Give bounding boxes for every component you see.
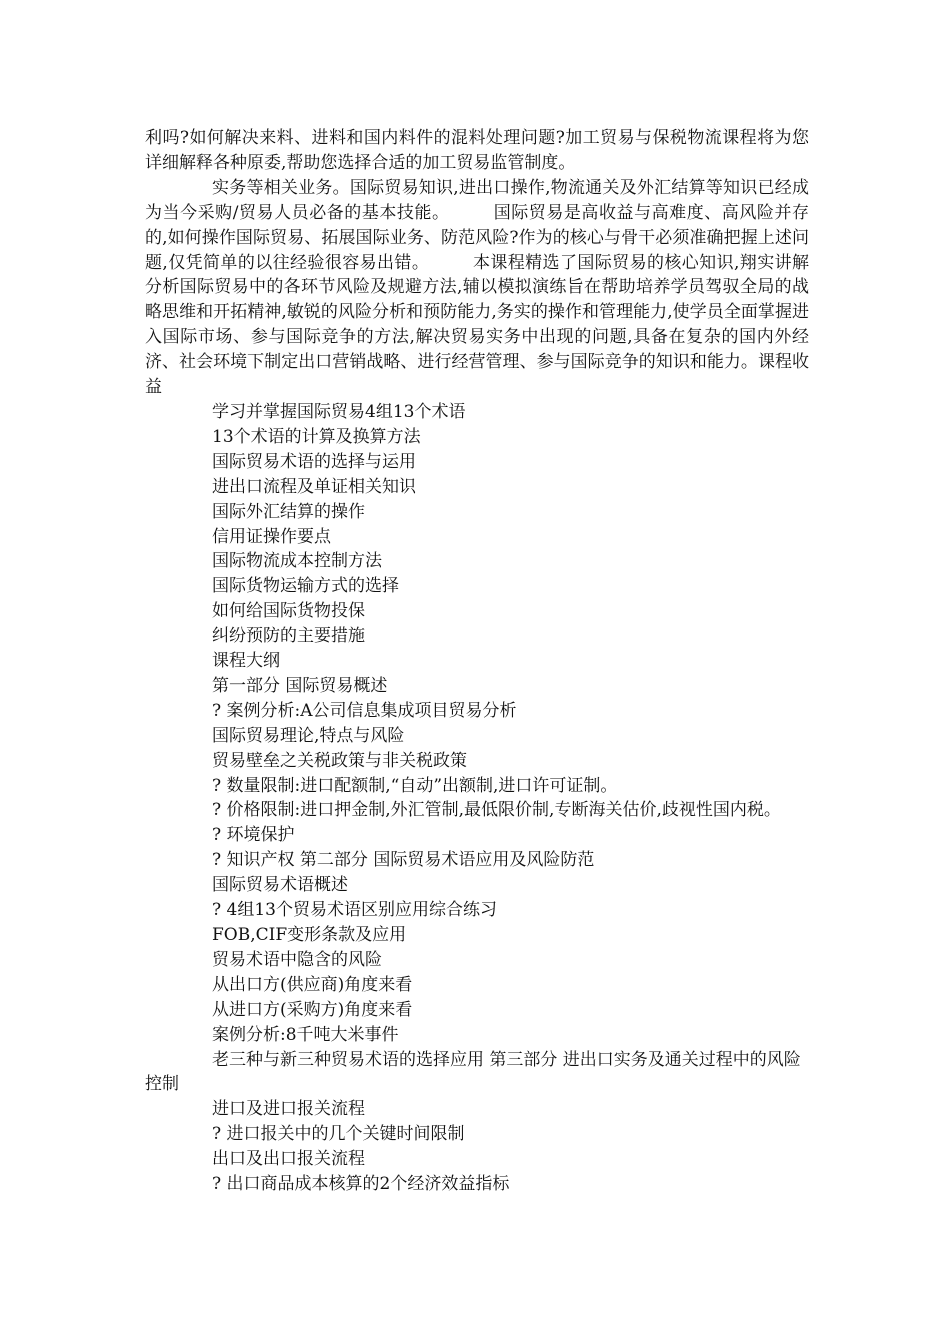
list-item: 从出口方(供应商)角度来看 xyxy=(212,974,413,995)
list-item: 国际贸易术语概述 xyxy=(212,875,348,896)
list-item: ? 环境保护 xyxy=(212,825,295,846)
list-item: 出口及出口报关流程 xyxy=(212,1149,365,1170)
part3-heading-paragraph: 老三种与新三种贸易术语的选择应用 第三部分 进出口实务及通关过程中的风险控制 xyxy=(145,1049,801,1095)
list-item: 国际物流成本控制方法 xyxy=(212,551,382,572)
list-item: 进出口流程及单证相关知识 xyxy=(212,476,416,497)
list-item: 国际货物运输方式的选择 xyxy=(212,576,399,597)
list-item: 如何给国际货物投保 xyxy=(212,601,365,622)
benefits-list xyxy=(145,400,809,649)
intro-paragraph: 实务等相关业务。国际贸易知识,进出口操作,物流通关及外汇结算等知识已经成为当今采购/贸易人员必备的基本技能。 国际贸易是高收益与高难度、高风险并存的,如何操作国际贸易、拓展国际业务、防范风险?作为的核心与骨干必须准确把握上述问题,仅凭简单的以往经验很容易出错。 本课程精选了国际贸易的核心知识,翔实讲解分析国际贸易中的各环节风险及规避方法,辅以模拟演练旨在帮助培养学员驾驭全局的战略思维和开拓精神,敏锐的风险分析和预防能力,务实的操作和管理能力,使学员全面掌握进入国际市场、参与国际竞争的方法,解决贸易实务中出现的问题,具备在复杂的国内外经济、社会环境下制定出口营销战略、进行经营管理、参与国际竞争的知识和能力。课程收益 xyxy=(145,177,809,398)
list-item: 国际贸易理论,特点与风险 xyxy=(212,725,405,746)
list-item: ? 进口报关中的几个关键时间限制 xyxy=(212,1124,465,1145)
list-item: 贸易术语中隐含的风险 xyxy=(212,949,382,970)
outline-heading: 课程大纲 xyxy=(212,651,280,672)
list-item: 国际外汇结算的操作 xyxy=(212,501,365,522)
price-limit-paragraph: ? 价格限制:进口押金制,外汇管制,最低限价制,专断海关估价,歧视性国内税。 xyxy=(212,800,781,821)
list-item: ? 数量限制:进口配额制,“自动”出额制,进口许可证制。 xyxy=(212,775,618,796)
list-item: 进口及进口报关流程 xyxy=(212,1099,365,1120)
list-item: 信用证操作要点 xyxy=(212,526,331,547)
list-item: 纠纷预防的主要措施 xyxy=(212,626,365,647)
list-item: FOB,CIF变形条款及应用 xyxy=(212,925,407,945)
list-item: 学习并掌握国际贸易4组13个术语 xyxy=(212,401,466,422)
list-item: 案例分析:8千吨大米事件 xyxy=(212,1024,399,1045)
list-item: 国际贸易术语的选择与运用 xyxy=(212,451,416,472)
intro-continuation-paragraph: 利吗?如何解决来料、进料和国内料件的混料处理问题?加工贸易与保税物流课程将为您详细解释各种原委,帮助您选择合适的加工贸易监管制度。 xyxy=(145,128,809,173)
list-item: ? 4组13个贸易术语区别应用综合练习 xyxy=(212,900,497,921)
document-page xyxy=(145,126,809,1197)
part2-heading-line: ? 知识产权 第二部分 国际贸易术语应用及风险防范 xyxy=(212,850,595,871)
list-item: ? 案例分析:A公司信息集成项目贸易分析 xyxy=(212,700,517,721)
part1-heading: 第一部分 国际贸易概述 xyxy=(212,675,388,696)
list-item: ? 出口商品成本核算的2个经济效益指标 xyxy=(212,1174,510,1195)
list-item: 贸易壁垒之关税政策与非关税政策 xyxy=(212,750,467,771)
list-item: 从进口方(采购方)角度来看 xyxy=(212,999,413,1020)
list-item: 13个术语的计算及换算方法 xyxy=(212,426,421,447)
